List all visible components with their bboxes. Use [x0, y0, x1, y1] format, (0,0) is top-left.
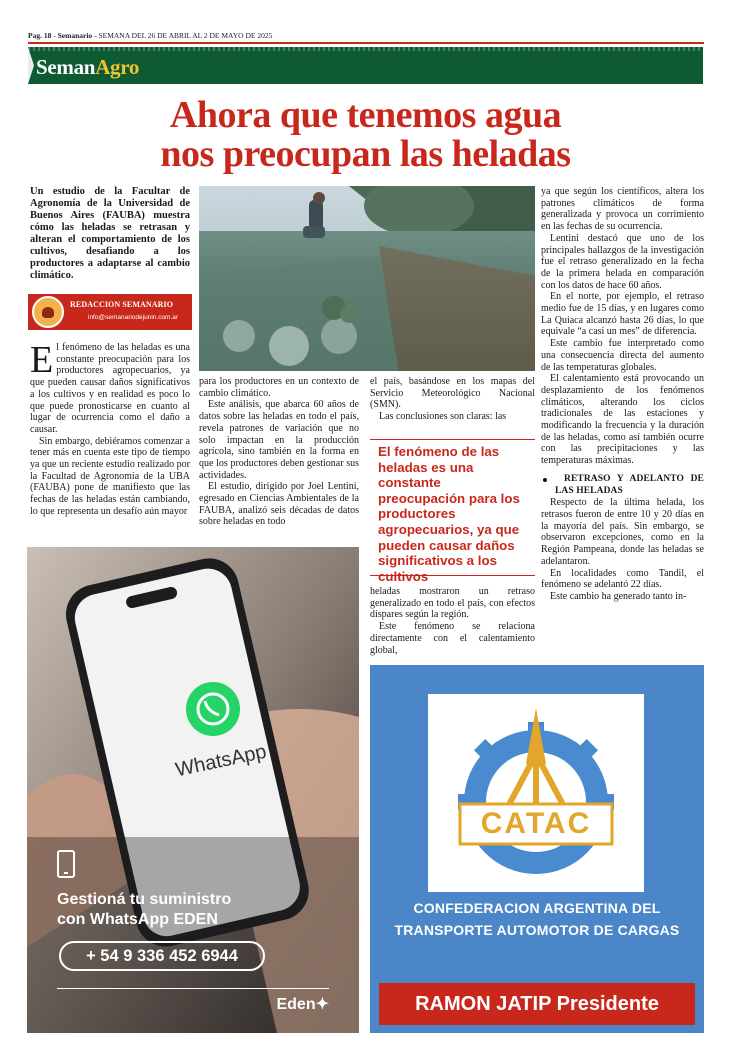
column-4	[541, 186, 704, 603]
page-number: Pag. 18	[28, 31, 52, 40]
eden-ad-line-1: Gestioná tu suministro	[57, 891, 232, 908]
col4-paragraph-5: El calentamiento está provocando un desplazamiento de los fenómenos climáticos, alterando los ciclos tradicionales de las estaciones y modificando la frecuencia y la duración de las heladas, como así también ocurre con las precipitaciones y las temperaturas máximas.	[541, 373, 704, 467]
whatsapp-wordmark: WhatsApp	[173, 740, 269, 782]
issue-week: SEMANA DEL 26 DE ABRIL AL 2 DE MAYO DE 2025	[98, 31, 273, 40]
col3-paragraph-3: heladas mostraron un retraso generalizado en todo el país, con efectos dispares según la región.	[370, 586, 535, 621]
phone-chat-icon	[57, 850, 75, 878]
drop-cap: E	[30, 339, 54, 381]
field-photo-illustration	[199, 186, 535, 371]
catac-logo	[428, 694, 644, 892]
banner-arrow	[28, 47, 34, 84]
col4-paragraph-6: Respecto de la última helada, los retrasos fueron de entre 10 y 20 días en la mayoría del país. Sin embargo, se observaron excepciones, como en la Región Pampeana, donde las heladas se adelantaron.	[541, 497, 704, 567]
col3-paragraph-4: Este fenómeno se relaciona directamente con el calentamiento global,	[370, 621, 535, 656]
column-2	[199, 376, 359, 528]
pull-quote	[370, 439, 535, 584]
col2-paragraph-1: para los productores en un contexto de cambio climático.	[199, 376, 359, 399]
catac-org-line-1: CONFEDERACION ARGENTINA DEL	[413, 900, 661, 916]
col4-paragraph-2: Lentini destacó que uno de los principales hallazgos de la investigación fue el retraso generalizado en la fecha de la primera helada en comparación con los datos de hace 60 años.	[541, 232, 704, 291]
col2-paragraph-3: El estudio, dirigido por Joel Lentini, egresado en Ciencias Ambientales de la FAUBA, analizó seis décadas de datos sobre heladas en todo	[199, 481, 359, 528]
publication-name: Semanario	[57, 31, 93, 40]
headline-line-2: nos preocupan las heladas	[160, 133, 571, 175]
col3-paragraph-1: el país, basándose en los mapas del Servicio Meteorológico Nacional (SMN).	[370, 376, 535, 411]
running-head: Pag. 18 - Semanario - SEMANA DEL 26 DE ABRIL AL 2 DE MAYO DE 2025	[28, 31, 704, 40]
eden-star-icon: ✦	[315, 996, 329, 1013]
newsroom-logo-icon	[32, 296, 64, 328]
article-lead: Un estudio de la Facultar de Agronomía de la Universidad de Buenos Aires (FAUBA) muestra cómo las heladas se retrasan y alteran el comportamiento de los cultivos, desafiando a los productores a adaptarse al cambio climático.	[30, 186, 190, 281]
col4-paragraph-1: ya que según los científicos, altera los patrones climáticos de forma generalizada y provoca un corrimiento en las fechas de su ocurrencia.	[541, 186, 704, 233]
section-title-b: Agro	[95, 55, 140, 79]
catac-emblem-icon	[428, 694, 644, 892]
column-3-top	[370, 376, 535, 423]
eden-logo	[276, 994, 329, 1014]
frost-crop-photo	[199, 186, 535, 371]
col4-paragraph-4: Este cambio fue interpretado como una consecuencia directa del aumento de las temperaturas globales.	[541, 338, 704, 373]
catac-logo-text: CATAC	[480, 807, 592, 840]
eden-brand: Eden	[276, 996, 316, 1013]
eden-ad-rule	[57, 988, 329, 989]
col4-paragraph-7: En localidades como Tandil, el fenómeno se adelantó 22 días.	[541, 567, 704, 591]
section-title	[36, 55, 139, 80]
col1-paragraph-1: El fenómeno de las heladas es una constante preocupación para los productores agropecuarios, ya que pueden causar daños significativos a los cultivos y en realidad es poco lo que puede pronosticarse en cuanto al lugar de ocurrencia como el daño a causar.	[30, 339, 190, 435]
col4-paragraph-8: Este cambio ha generado tanto in-	[550, 590, 687, 602]
header-rule	[28, 42, 704, 44]
col2-paragraph-2: Este análisis, que abarca 60 años de datos sobre las heladas en todo el país, revela patrones de variación que no solo impactan en la producción agrícola, sino también en la forma en que los productores deben gestionar sus actividades.	[199, 399, 359, 481]
bullet-icon	[543, 478, 547, 482]
eden-ad-copy	[57, 890, 231, 930]
article-headline	[28, 96, 703, 174]
byline-email: info@semanariodejunin.com.ar	[88, 314, 179, 321]
section-title-a: Seman	[36, 55, 96, 79]
headline-line-1: Ahora que tenemos agua	[169, 94, 562, 136]
column-1	[30, 339, 190, 518]
byline-name: REDACCION SEMANARIO	[70, 300, 174, 309]
eden-phone-number[interactable]: + 54 9 336 452 6944	[59, 941, 265, 971]
eden-whatsapp-ad[interactable]	[27, 547, 359, 1033]
col3-paragraph-2: Las conclusiones son claras: las	[379, 411, 507, 423]
catac-org-line-2: TRANSPORTE AUTOMOTOR DE CARGAS	[394, 922, 680, 938]
col4-paragraph-3: En el norte, por ejemplo, el retraso medio fue de 15 días, y en lugares como La Quiaca alcanzó hasta 26 días, lo que equivale “a casi un mes” de diferencia.	[541, 291, 704, 338]
eden-ad-line-2: con WhatsApp EDEN	[57, 911, 218, 928]
col4-subhead: RETRASO Y ADELANTO DE LAS HELADAS	[541, 474, 704, 497]
banner-texture	[28, 47, 703, 51]
section-banner	[28, 47, 703, 84]
catac-ad[interactable]	[370, 665, 704, 1033]
col1-paragraph-2: Sin embargo, debiéramos comenzar a tener más en cuenta este tipo de tiempo ya que un reciente estudio realizado por la Facultad de Agronomía de la UBA (FAUBA) pone de manifiesto que las fechas de las heladas están cambiando, lo que representa un desafío aún mayor	[30, 435, 190, 517]
catac-president: RAMON JATIP Presidente	[379, 983, 695, 1025]
byline	[28, 294, 192, 330]
catac-org-name	[370, 897, 704, 941]
pull-quote-text: El fenómeno de las heladas es una constante preocupación para los productores agropecuarios, ya que pueden causar daños significativos a los cultivos	[378, 444, 520, 584]
column-3-bottom	[370, 586, 535, 656]
